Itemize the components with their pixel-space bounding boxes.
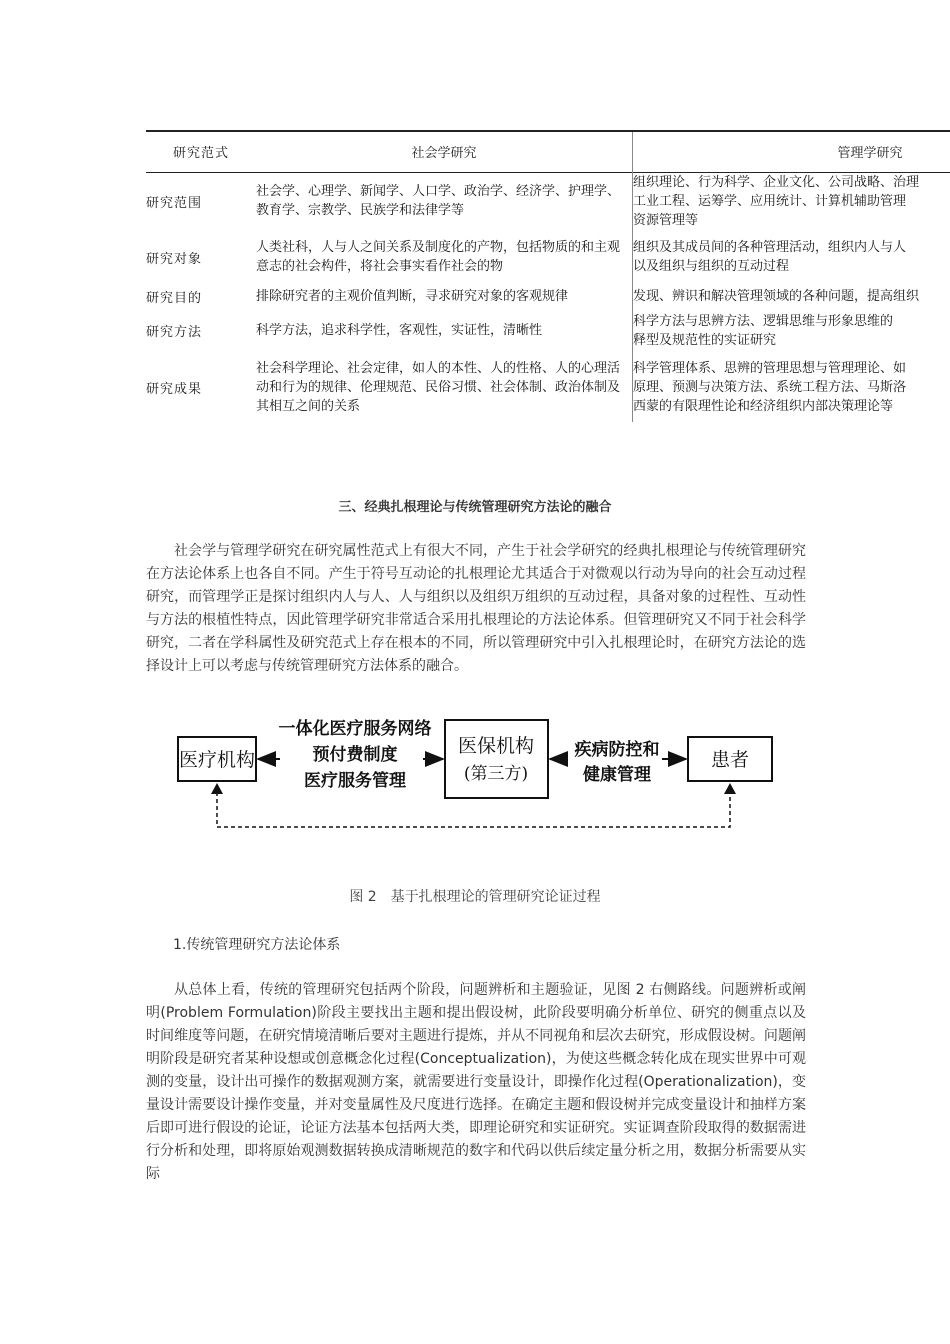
management-cell: [633, 172, 950, 230]
row-label: 研究范围: [146, 195, 203, 211]
header-sociology: 社会学研究: [411, 146, 477, 162]
management-cell: [633, 285, 950, 309]
body-paragraph: 社会学与管理学研究在研究属性范式上有很大不同，产生于社会学研究的经典扎根理论与传统管理研究在方法论体系上也各自不同。产生于符号互动论的扎根理论尤其适合于对微观以行动为导向的社会互动过程研究，而管理学正是探讨组织内人与人、人与组织以及组织万组织的互动过程，具备对象的过程性、互动性与方法的根植性特点，因此管理学研究非常适合采用扎根理论的方法论体系。但管理研究又不同于社会科学研究，二者在学科属性及研究范式上存在根本的不同，所以管理研究中引入扎根理论时，在研究方法论的选择设计上可以考虑与传统管理研究方法体系的融合。: [146, 543, 806, 674]
management-cell: [633, 230, 950, 285]
management-cell: [633, 309, 950, 353]
sociology-cell: 排除研究者的主观价值判断，寻求研究对象的客观规律: [256, 289, 569, 304]
management-cell: [633, 353, 950, 423]
cell-line: 发现、辨识和解决管理领域的各种问题，提高组织: [633, 289, 920, 304]
left-label-line: 医疗服务管理: [304, 771, 406, 791]
cell-line: 原理、预测与决策方法、系统工程方法、马斯洛: [633, 379, 907, 395]
cell-line: 科学管理体系、思辨的管理思想与管理理论、如: [633, 360, 907, 376]
sociology-cell: 科学方法，追求科学性，客观性，实证性，清晰性: [256, 323, 543, 338]
left-label-line: 预付费制度: [312, 745, 398, 765]
header-paradigm: 研究范式: [172, 146, 229, 162]
section-title: 三、经典扎根理论与传统管理研究方法论的融合: [338, 500, 612, 515]
table-row: [146, 230, 950, 285]
box-medical-label: 医疗机构: [178, 749, 256, 771]
box-insurance-institution: [445, 720, 548, 798]
header-management: 管理学研究: [633, 131, 950, 172]
row-label: 研究对象: [146, 251, 203, 267]
cell-line: 组织理论、行为科学、企业文化、公司战略、治理: [633, 174, 920, 190]
cell-line: 资源管理等: [633, 212, 699, 228]
right-label-line: 疾病防控和: [574, 740, 660, 760]
cell-line: 组织及其成员间的各种管理活动，组织内人与人: [633, 240, 907, 255]
table-row: [146, 309, 950, 353]
sociology-cell: 社会学、心理学、新闻学、人口学、政治学、经济学、护理学、教育学、宗教学、民族学和法律学等: [256, 184, 621, 218]
cell-line: 释型及规范性的实证研究: [633, 332, 777, 348]
box-patient-label: 患者: [710, 749, 750, 771]
figure-caption: 图 2 基于扎根理论的管理研究论证过程: [349, 889, 601, 905]
cell-line: 科学方法与思辨方法、逻辑思维与形象思维的: [633, 313, 894, 329]
sociology-cell: 社会科学理论、社会定律，如人的本性、人的性格、人的心理活动和行为的规律、伦理规范、民俗习惯、社会体制、政治体制及其相互之间的关系: [256, 360, 621, 414]
cell-line: 以及组织与组织的互动过程: [633, 259, 790, 274]
table-row: [146, 172, 950, 230]
comparison-table-container: [146, 130, 950, 422]
cell-line: 工业工程、运筹学、应用统计、计算机辅助管理: [633, 193, 907, 209]
right-label-line: 健康管理: [583, 765, 651, 785]
comparison-table: [146, 130, 950, 422]
loop-arrowhead-left: [211, 783, 223, 794]
process-diagram: [150, 710, 790, 854]
table-header-row: [146, 131, 950, 172]
loop-arrowhead-right: [724, 783, 736, 794]
left-label-line: 一体化医疗服务网络: [278, 719, 432, 739]
row-label: 研究目的: [146, 291, 203, 306]
body-paragraph: 从总体上看，传统的管理研究包括两个阶段，问题辨析和主题验证，见图 2 右侧路线。问题辨析或阐明(Problem Formulation)阶段主要找出主题和提出假设树，此阶段要明确分析单位、研究的侧重点以及时间维度等问题，在研究情境清晰后要对主题进行提炼，并从不同视角和层次去研究，形成假设树。问题阐明阶段是研究者某种设想或创意概念化过程(Conceptualization)，为使这些概念转化成在现实世界中可观测的变量，设计出可操作的数据观测方案，就需要进行变量设计，即操作化过程(Operationalization)，变量设计需要设计操作变量，并对变量属性及尺度进行选择。在确定主题和假设树并完成变量设计和抽样方案后即可进行假设的论证，论证方法基本包括两大类，即理论研究和实证研究。实证调查阶段取得的数据需进行分析和处理，即将原始观测数据转换成清晰规范的数字和代码以供后续定量分析之用，数据分析需要从实际: [146, 982, 806, 1182]
box-insurance-label: 医保机构: [457, 735, 535, 757]
table-row: [146, 353, 950, 423]
box-insurance-sublabel: (第三方): [463, 764, 529, 784]
cell-line: 西蒙的有限理性论和经济组织内部决策理论等: [633, 398, 894, 414]
row-label: 研究方法: [146, 325, 203, 340]
subheading: 1.传统管理研究方法论体系: [173, 937, 341, 953]
diagram-svg: [150, 710, 790, 850]
sociology-cell: 人类社科，人与人之间关系及制度化的产物，包括物质的和主观意志的社会构件，将社会事实看作社会的物: [256, 240, 621, 274]
table-row: [146, 285, 950, 309]
row-label: 研究成果: [146, 381, 203, 397]
